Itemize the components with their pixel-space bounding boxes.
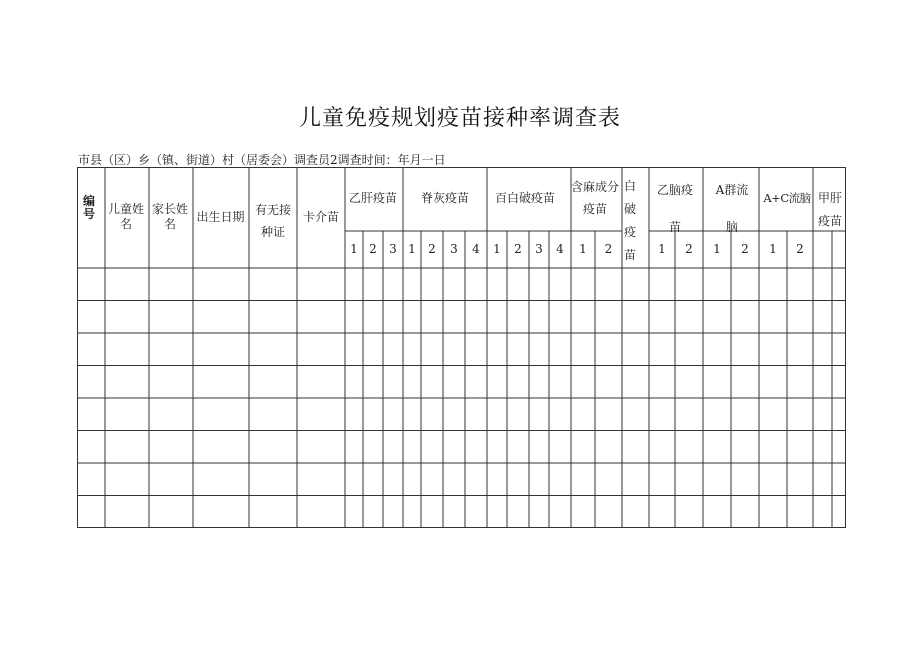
dose-label-dtp-1: 1 (493, 242, 501, 256)
header-parent-name: 家长姓名 (151, 202, 188, 231)
table-row[interactable] (77, 366, 846, 399)
dose-label-dtp-4: 4 (556, 242, 564, 256)
header-birth-date: 出生日期 (196, 210, 245, 224)
header-dt: 白破疫苗 (624, 179, 637, 262)
dose-label-dtp-3: 3 (535, 242, 543, 256)
dose-label-je-2: 2 (685, 242, 693, 256)
dose-label-dtp-2: 2 (514, 242, 522, 256)
table-row[interactable] (77, 431, 846, 464)
header-hepa: 甲肝疫苗 (817, 191, 842, 228)
dose-label-menac-1: 1 (769, 242, 777, 256)
dose-label-polio-3: 3 (450, 242, 458, 256)
dose-label-hepb-1: 1 (350, 242, 358, 256)
dose-label-menac-2: 2 (796, 242, 804, 256)
dose-label-measles-1: 1 (579, 242, 587, 256)
header-men-a: A群流脑 (715, 183, 749, 234)
header-polio: 脊灰疫苗 (420, 191, 469, 205)
table-row[interactable] (77, 463, 846, 496)
dose-label-mena-2: 2 (741, 242, 749, 256)
table-row[interactable] (77, 333, 846, 366)
dose-label-je-1: 1 (658, 242, 666, 256)
header-has-certificate: 有无接种证 (254, 203, 291, 239)
header-men-ac: A+C流脑 (763, 191, 811, 205)
table-row[interactable] (77, 301, 846, 334)
header-je: 乙脑疫苗 (657, 183, 694, 234)
dose-label-polio-1: 1 (408, 242, 416, 256)
dose-label-polio-4: 4 (472, 242, 480, 256)
dose-label-polio-2: 2 (428, 242, 436, 256)
table-row[interactable] (77, 398, 846, 431)
table-row[interactable] (77, 496, 846, 529)
survey-info-line: 市县（区）乡（镇、街道）村（居委会）调查员2调查时间：年月一日 (78, 153, 446, 167)
header-bcg: 卡介苗 (302, 210, 339, 224)
table-row[interactable] (77, 268, 846, 301)
vaccination-survey-table (77, 167, 846, 528)
header-child-name: 儿童姓名 (107, 202, 144, 231)
header-id: 编号 (82, 194, 95, 221)
dose-label-measles-2: 2 (604, 242, 613, 256)
header-hepb: 乙肝疫苗 (348, 191, 397, 205)
dose-label-hepb-3: 3 (389, 242, 397, 256)
dose-label-hepb-2: 2 (369, 242, 377, 256)
page-title: 儿童免疫规划疫苗接种率调查表 (298, 106, 621, 131)
header-dtp: 百白破疫苗 (494, 191, 555, 205)
dose-label-mena-1: 1 (713, 242, 721, 256)
header-measles: 含麻成分疫苗 (571, 180, 620, 216)
